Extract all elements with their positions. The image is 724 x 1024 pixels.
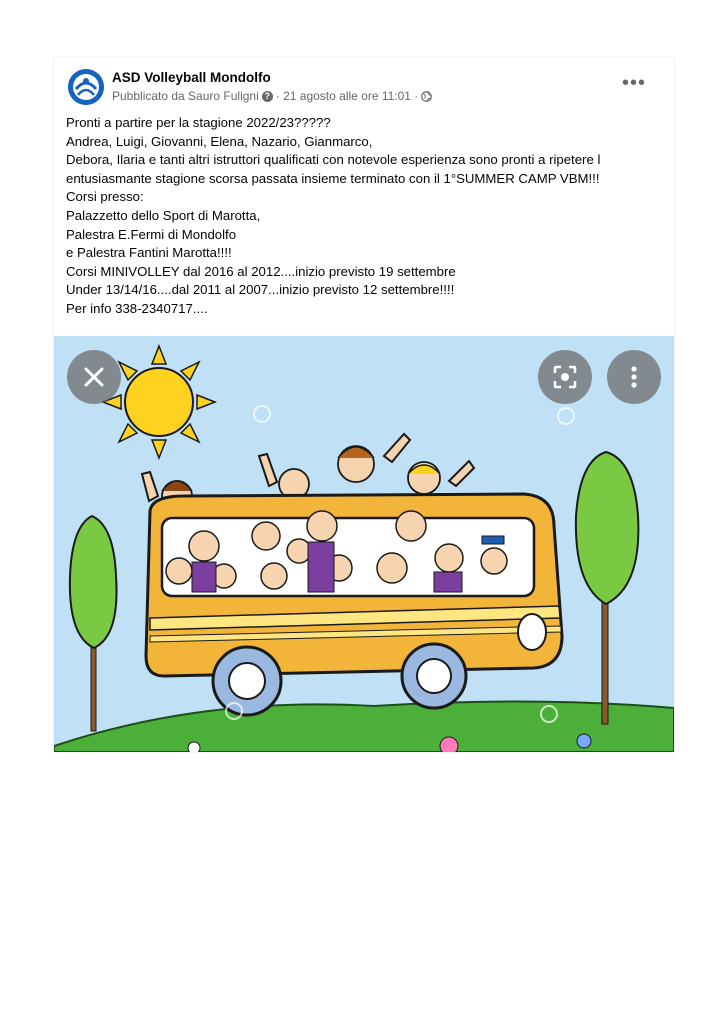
visual-search-button[interactable] (538, 350, 592, 404)
text-line: e Palestra Fantini Marotta!!!! (66, 245, 232, 261)
globe-icon (421, 91, 432, 102)
text-line: Per info 338-2340717.... (66, 300, 208, 316)
volleyball-logo-icon (68, 69, 104, 105)
close-image-button[interactable] (67, 350, 121, 404)
close-icon (83, 366, 105, 388)
post-meta (112, 89, 432, 103)
text-line: Corsi MINIVOLLEY dal 2016 al 2012....inizio previsto 19 settembre (66, 263, 456, 279)
published-by[interactable]: Pubblicato da Sauro Fuligni (112, 89, 259, 103)
post-date[interactable]: · 21 agosto alle ore 11:01 · (275, 89, 419, 103)
facebook-post (54, 58, 674, 752)
question-icon[interactable]: ? (262, 91, 273, 102)
post-photo[interactable] (54, 336, 674, 752)
text-line: Palestra E.Fermi di Mondolfo (66, 226, 237, 242)
text-line: entusiasmante stagione scorsa passata insieme terminato con il 1°SUMMER CAMP VBM!!! (66, 170, 600, 186)
page-avatar[interactable] (68, 69, 104, 105)
post-header (68, 68, 660, 108)
post-text (66, 114, 666, 319)
text-line: Palazzetto dello Sport di Marotta, (66, 207, 261, 223)
text-line: Andrea, Luigi, Giovanni, Elena, Nazario, Gianmarco, (66, 133, 373, 149)
page-name[interactable]: ASD Volleyball Mondolfo (112, 70, 271, 85)
lens-icon (552, 364, 578, 390)
sun (103, 346, 215, 458)
text-line: Under 13/14/16....dal 2011 al 2007...inizio previsto 12 settembre!!!! (66, 282, 455, 298)
text-line: Pronti a partire per la stagione 2022/23????? (66, 115, 331, 130)
image-more-button[interactable] (607, 350, 661, 404)
more-options-button[interactable]: ••• (622, 72, 647, 94)
more-vertical-icon (630, 365, 638, 389)
text-line: Debora, Ilaria e tanti altri istruttori qualificati con notevole esperienza sono pronti a ripetere l (66, 152, 601, 168)
text-line: Corsi presso: (66, 189, 144, 205)
